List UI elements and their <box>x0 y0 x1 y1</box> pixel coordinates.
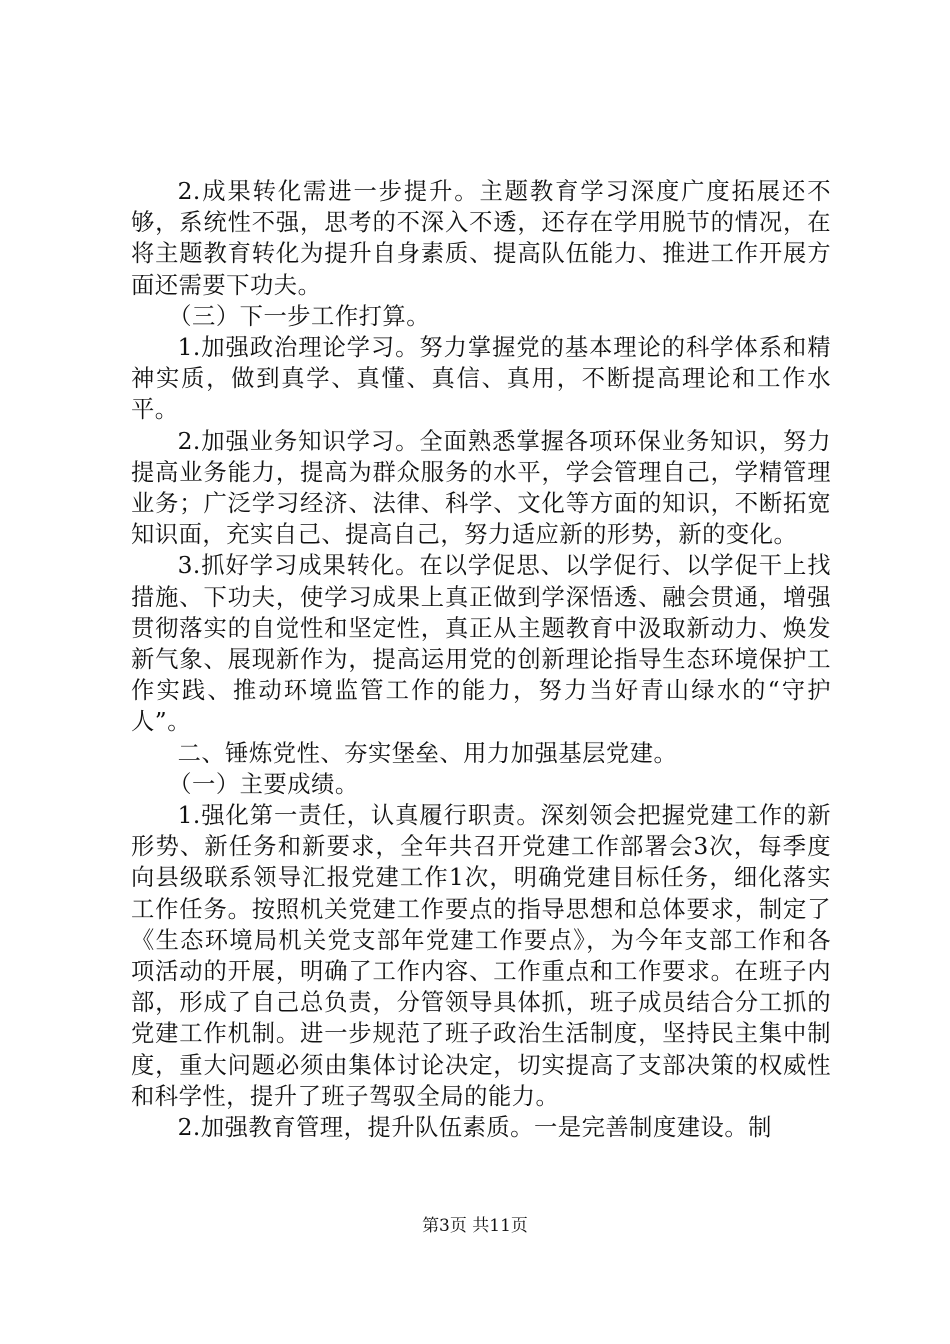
section-heading-party-building: 二、锤炼党性、夯实堡垒、用力加强基层党建。 <box>177 739 678 767</box>
page-number-footer: 第3页 共11页 <box>422 1216 528 1236</box>
paragraph-political-study: 1.加强政治理论学习。努力掌握党的基本理论的科学体系和精神实质，做到真学、真懂、真信、真用，不断提高理论和工作水平。 <box>131 334 831 424</box>
section-heading-next-steps: （三）下一步工作打算。 <box>168 302 431 330</box>
paragraph-learning-conversion: 3.抓好学习成果转化。在以学促思、以学促行、以学促干上找措施、下功夫，使学习成果上真正做到学深悟透、融会贯通，增强贯彻落实的自觉性和坚定性，真正从主题教育中汲取新动力、焕发新气象、展现新作为，提高运用党的创新理论指导生态环境保护工作实践、推动环境监管工作的能力，努力当好青山绿水的“守护人”。 <box>131 552 831 736</box>
document-body <box>131 176 831 1143</box>
paragraph-first-responsibility: 1.强化第一责任，认真履行职责。深刻领会把握党建工作的新形势、新任务和新要求，全年共召开党建工作部署会3次，每季度向县级联系领导汇报党建工作1次，明确党建目标任务，细化落实工作任务。按照机关党建工作要点的指导思想和总体要求，制定了《生态环境局机关党支部年党建工作要点》，为今年支部工作和各项活动的开展，明确了工作内容、工作重点和工作要求。在班子内部，形成了自己总负责，分管领导具体抓，班子成员结合分工抓的党建工作机制。进一步规范了班子政治生活制度，坚持民主集中制度，重大问题必须由集体讨论决定，切实提高了支部决策的权威性和科学性，提升了班子驾驭全局的能力。 <box>131 802 831 1110</box>
paragraph-education-management: 2.加强教育管理，提升队伍素质。一是完善制度建设。制 <box>177 1114 772 1142</box>
paragraph-results-conversion: 2.成果转化需进一步提升。主题教育学习深度广度拓展还不够，系统性不强，思考的不深入不透，还存在学用脱节的情况，在将主题教育转化为提升自身素质、提高队伍能力、推进工作开展方面还需要下功夫。 <box>131 178 831 299</box>
paragraph-business-study: 2.加强业务知识学习。全面熟悉掌握各项环保业务知识，努力提高业务能力，提高为群众服务的水平，学会管理自己，学精管理业务；广泛学习经济、法律、科学、文化等方面的知识，不断拓宽知识面，充实自己、提高自己，努力适应新的形势，新的变化。 <box>131 427 831 549</box>
section-heading-main-achievements: （一）主要成绩。 <box>168 770 359 798</box>
